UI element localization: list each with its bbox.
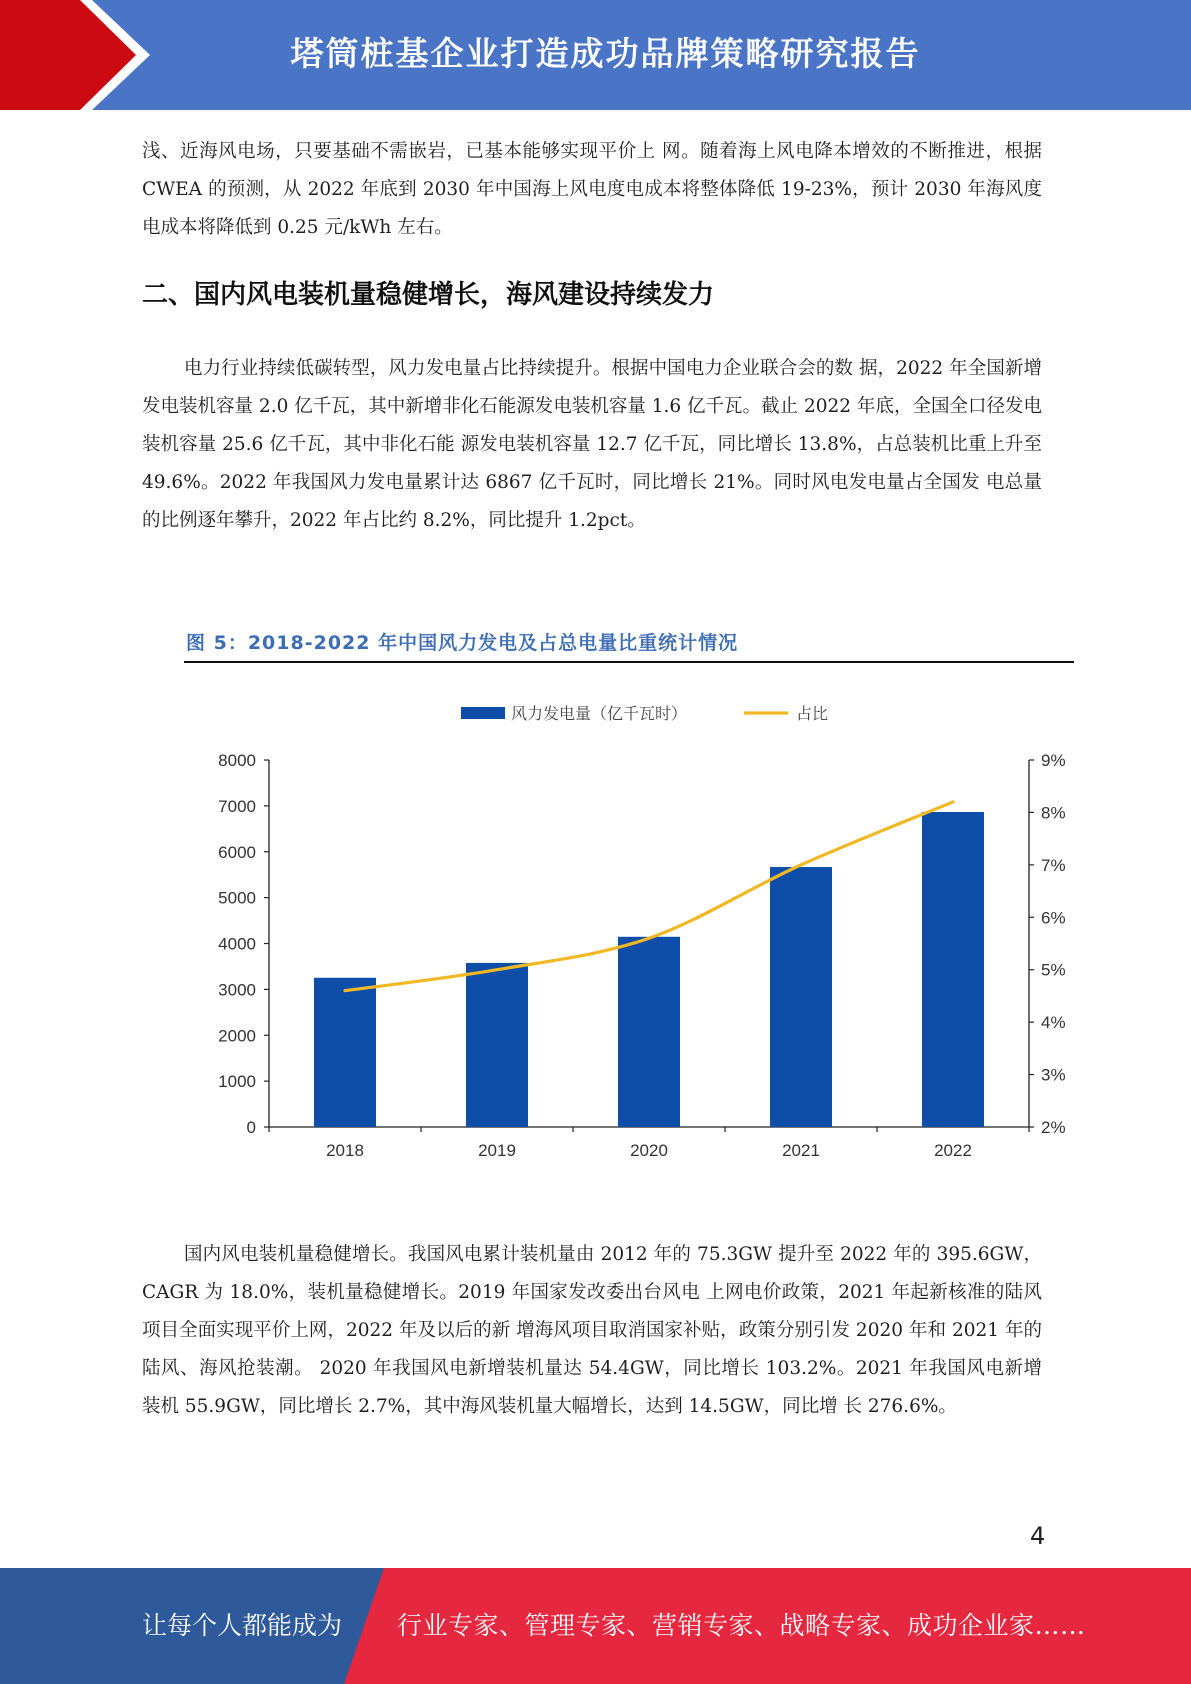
page-footer — [0, 1568, 1191, 1684]
page-header — [0, 0, 1191, 110]
footer-slogan-left: 让每个人都能成为 — [142, 1611, 343, 1640]
legend-label-bar: 风力发电量（亿千瓦时） — [511, 706, 688, 723]
x-tick-label: 2021 — [782, 1141, 820, 1160]
figure-title: 图 5：2018-2022 年中国风力发电及占总电量比重统计情况 — [186, 632, 739, 654]
y-right-tick-label: 6% — [1041, 908, 1066, 928]
bar-2021 — [770, 867, 832, 1127]
wind-power-chart — [184, 690, 1084, 1170]
figure-title-rule — [184, 661, 1074, 663]
paragraph-3: 国内风电装机量稳健增长。我国风电累计装机量由 2012 年的 75.3GW 提升至 2022 年的 395.6GW，CAGR 为 18.0%，装机量稳健增长。2019 年国家发改委出台风电 上网电价政策，2021 年起新核准的陆风项目全面实现平价上网，2022 年及以后的新 增海风项目取消国家补贴，政策分别引发 2020 年和 2021 年的陆风、海风抢装潮。 2020 年我国风电新增装机量达 54.4GW，同比增长 103.2%。2021 年我国风电新增 装机 55.9GW，同比增长 2.7%，其中海风装机量大幅增长，达到 14.5GW，同比增 长 276.6%。 — [142, 1244, 1042, 1417]
y-right-tick-label: 9% — [1041, 751, 1066, 770]
y-left-tick-label: 6000 — [218, 842, 256, 862]
y-left-tick-label: 1000 — [218, 1072, 256, 1092]
chart-bars — [314, 812, 984, 1127]
y-right-tick-label: 2% — [1041, 1118, 1066, 1137]
y-left-tick-label: 4000 — [218, 934, 256, 954]
y-left-tick-label: 2000 — [218, 1026, 256, 1046]
x-tick-label: 2018 — [326, 1141, 364, 1160]
bar-2019 — [466, 963, 528, 1127]
x-tick-label: 2019 — [478, 1141, 516, 1160]
bar-2018 — [314, 978, 376, 1127]
page-number: 4 — [1030, 1522, 1046, 1550]
x-tick-label: 2020 — [630, 1141, 668, 1160]
legend-label-line: 占比 — [796, 706, 829, 723]
x-tick-label: 2022 — [934, 1141, 972, 1160]
y-right-tick-label: 7% — [1041, 855, 1066, 875]
y-right-tick-label: 8% — [1041, 803, 1066, 823]
bar-2022 — [922, 812, 984, 1127]
y-right-tick-label: 5% — [1041, 960, 1066, 980]
section-heading: 二、国内风电装机量稳健增长，海风建设持续发力 — [142, 280, 715, 310]
bar-2020 — [618, 937, 680, 1127]
legend-swatch-bar — [461, 707, 505, 719]
paragraph-1: 浅、近海风电场，只要基础不需嵌岩，已基本能够实现平价上 网。随着海上风电降本增效的不断推进，根据 CWEA 的预测，从 2022 年底到 2030 年中国海上风电度电成本将整体降低 19-23%，预计 2030 年海风度电成本将降低到 0.25 元/kWh 左右。 — [142, 141, 1042, 238]
y-left-tick-label: 3000 — [218, 980, 256, 1000]
paragraph-2: 电力行业持续低碳转型，风力发电量占比持续提升。根据中国电力企业联合会的数 据，2022 年全国新增发电装机容量 2.0 亿千瓦，其中新增非化石能源发电装机容量 1.6 亿千瓦。截止 2022 年底，全国全口径发电装机容量 25.6 亿千瓦，其中非化石能 源发电装机容量 12.7 亿千瓦，同比增长 13.8%，占总装机比重上升至 49.6%。2022 年我国风力发电量累计达 6867 亿千瓦时，同比增长 21%。同时风电发电量占全国发 电总量的比例逐年攀升，2022 年占比约 8.2%，同比提升 1.2pct。 — [142, 358, 1042, 531]
y-left-tick-label: 7000 — [218, 796, 256, 816]
y-left-tick-label: 5000 — [218, 888, 256, 908]
chart-legend — [461, 705, 828, 723]
report-title: 塔筒桩基企业打造成功品牌策略研究报告 — [290, 34, 921, 73]
y-right-tick-label: 4% — [1041, 1013, 1066, 1033]
y-left-tick-label: 8000 — [218, 751, 256, 770]
footer-slogan-right: 行业专家、管理专家、营销专家、战略专家、成功企业家…… — [397, 1611, 1086, 1640]
y-left-tick-label: 0 — [246, 1118, 256, 1137]
y-right-tick-label: 3% — [1041, 1065, 1066, 1085]
